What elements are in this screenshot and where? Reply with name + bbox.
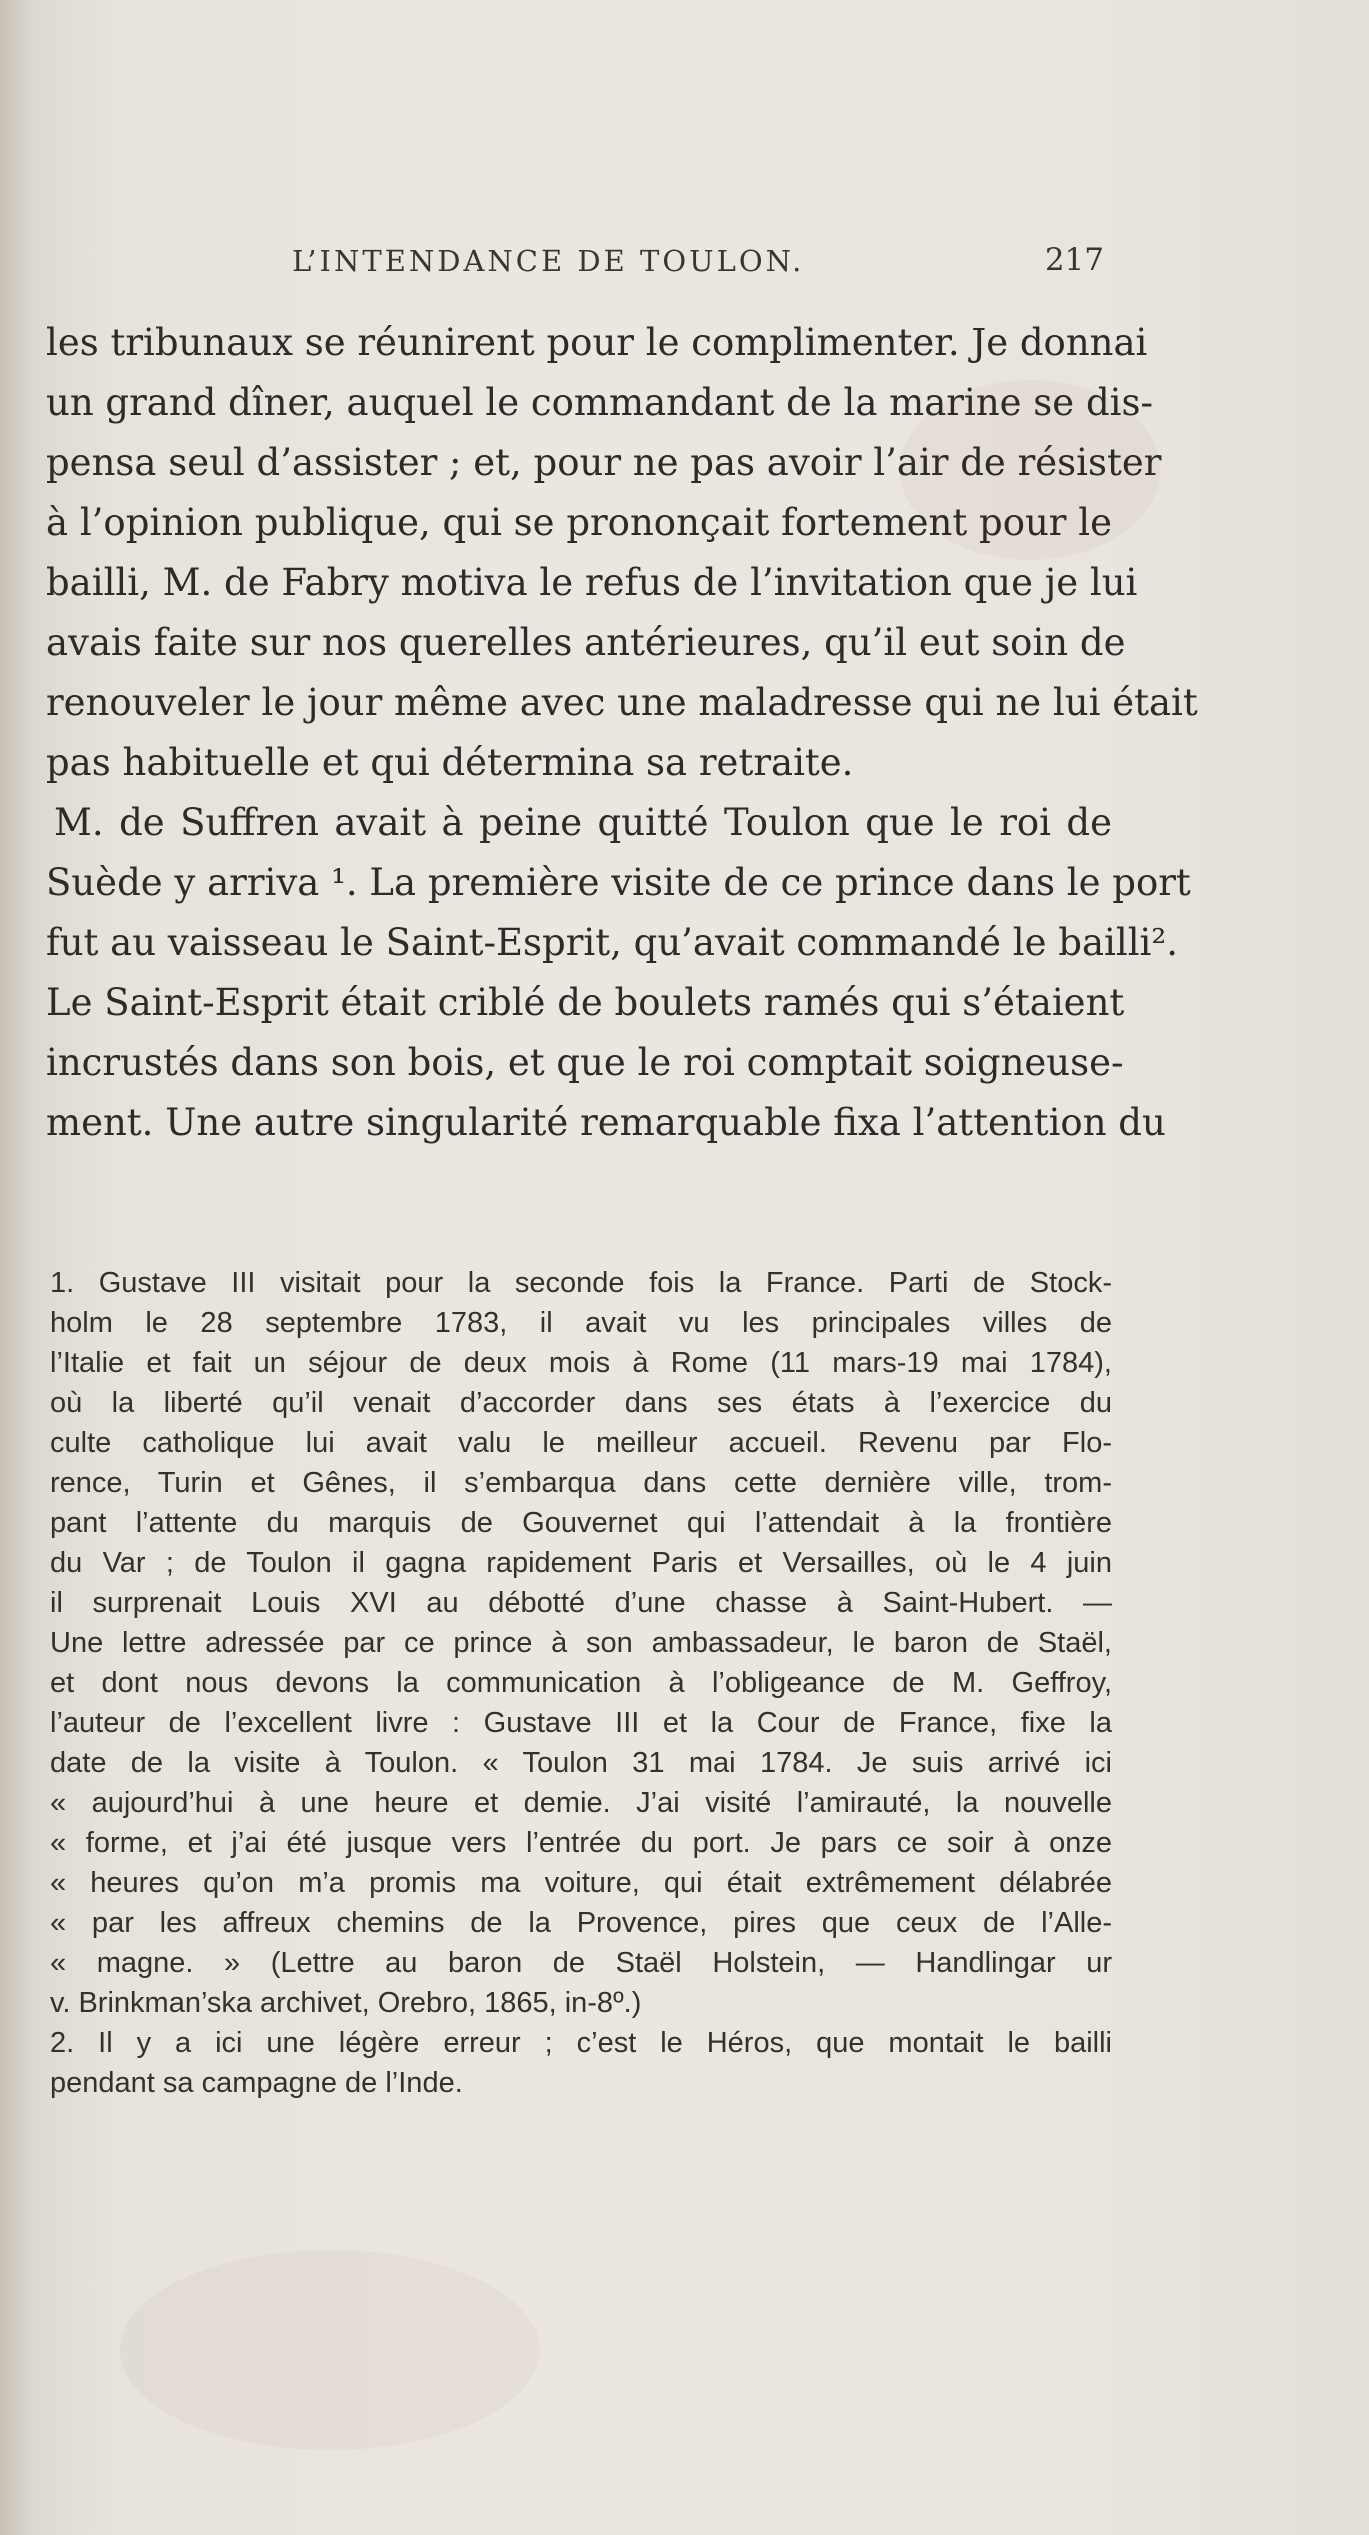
text-line: pensa seul d’assister ; et, pour ne pas avoir l’air de résister xyxy=(46,441,1162,484)
text-line: renouveler le jour même avec une maladresse qui ne lui était xyxy=(46,681,1198,724)
footnote-line: « aujourd’hui à une heure et demie. J’ai visité l’amirauté, la nouvelle xyxy=(50,1787,1112,1819)
footnote-line: 2. Il y a ici une légère erreur ; c’est le Héros, que montait le bailli xyxy=(50,2027,1112,2059)
footnote-line: 1. Gustave III visitait pour la seconde fois la France. Parti de Stock- xyxy=(50,1267,1112,1299)
footnote-line: date de la visite à Toulon. « Toulon 31 mai 1784. Je suis arrivé ici xyxy=(50,1747,1112,1779)
footnote-line: « forme, et j’ai été jusque vers l’entrée du port. Je pars ce soir à onze xyxy=(50,1827,1112,1859)
main-text xyxy=(46,313,1198,1153)
footnote-line: et dont nous devons la communication à l’obligeance de M. Geffroy, xyxy=(50,1667,1112,1699)
footnote-line: l’auteur de l’excellent livre : Gustave III et la Cour de France, fixe la xyxy=(50,1707,1112,1739)
page-gutter-shadow xyxy=(0,0,34,2535)
text-line: à l’opinion publique, qui se prononçait fortement pour le xyxy=(46,501,1112,544)
text-line: fut au vaisseau le Saint-Esprit, qu’avait commandé le bailli². xyxy=(46,921,1178,964)
footnote-line: l’Italie et fait un séjour de deux mois à Rome (11 mars-19 mai 1784), xyxy=(50,1347,1112,1379)
footnote-line: rence, Turin et Gênes, il s’embarqua dans cette dernière ville, trom- xyxy=(50,1467,1112,1499)
footnote-line: holm le 28 septembre 1783, il avait vu les principales villes de xyxy=(50,1307,1112,1339)
text-line: Suède y arriva ¹. La première visite de ce prince dans le port xyxy=(46,861,1191,904)
text-line: Le Saint-Esprit était criblé de boulets ramés qui s’étaient xyxy=(46,981,1125,1024)
footnote-line: « heures qu’on m’a promis ma voiture, qui était extrêmement délabrée xyxy=(50,1867,1112,1899)
text-line: M. de Suffren avait à peine quitté Toulon que le roi de xyxy=(54,801,1112,844)
footnote-line: « par les affreux chemins de la Provence, pires que ceux de l’Alle- xyxy=(50,1907,1112,1939)
footnote-line: v. Brinkman’ska archivet, Orebro, 1865, in-8º.) xyxy=(50,1987,642,2019)
footnote-line: culte catholique lui avait valu le meilleur accueil. Revenu par Flo- xyxy=(50,1427,1112,1459)
footnotes xyxy=(50,1263,1112,2103)
footnote-line: Une lettre adressée par ce prince à son ambassadeur, le baron de Staël, xyxy=(50,1627,1112,1659)
footnote-line: il surprenait Louis XVI au débotté d’une chasse à Saint-Hubert. — xyxy=(50,1587,1112,1619)
text-line: bailli, M. de Fabry motiva le refus de l’invitation que je lui xyxy=(46,561,1138,604)
text-line: ment. Une autre singularité remarquable fixa l’attention du xyxy=(46,1101,1166,1144)
footnote-line: pant l’attente du marquis de Gouvernet qui l’attendait à la frontière xyxy=(50,1507,1112,1539)
footnote-line: pendant sa campagne de l’Inde. xyxy=(50,2067,463,2099)
page-number: 217 xyxy=(1044,242,1104,278)
footnote-line: « magne. » (Lettre au baron de Staël Holstein, — Handlingar ur xyxy=(50,1947,1112,1979)
text-line: incrustés dans son bois, et que le roi comptait soigneuse- xyxy=(46,1041,1124,1084)
text-line: un grand dîner, auquel le commandant de la marine se dis- xyxy=(46,381,1153,424)
paper-stain xyxy=(120,2250,540,2450)
text-line: les tribunaux se réunirent pour le complimenter. Je donnai xyxy=(46,321,1148,364)
footnote-line: où la liberté qu’il venait d’accorder dans ses états à l’exercice du xyxy=(50,1387,1112,1419)
running-head: L’INTENDANCE DE TOULON. xyxy=(292,244,805,278)
text-line: pas habituelle et qui détermina sa retraite. xyxy=(46,741,854,784)
page-header xyxy=(292,232,1104,292)
text-line: avais faite sur nos querelles antérieures, qu’il eut soin de xyxy=(46,621,1126,664)
footnote-line: du Var ; de Toulon il gagna rapidement Paris et Versailles, où le 4 juin xyxy=(50,1547,1112,1579)
